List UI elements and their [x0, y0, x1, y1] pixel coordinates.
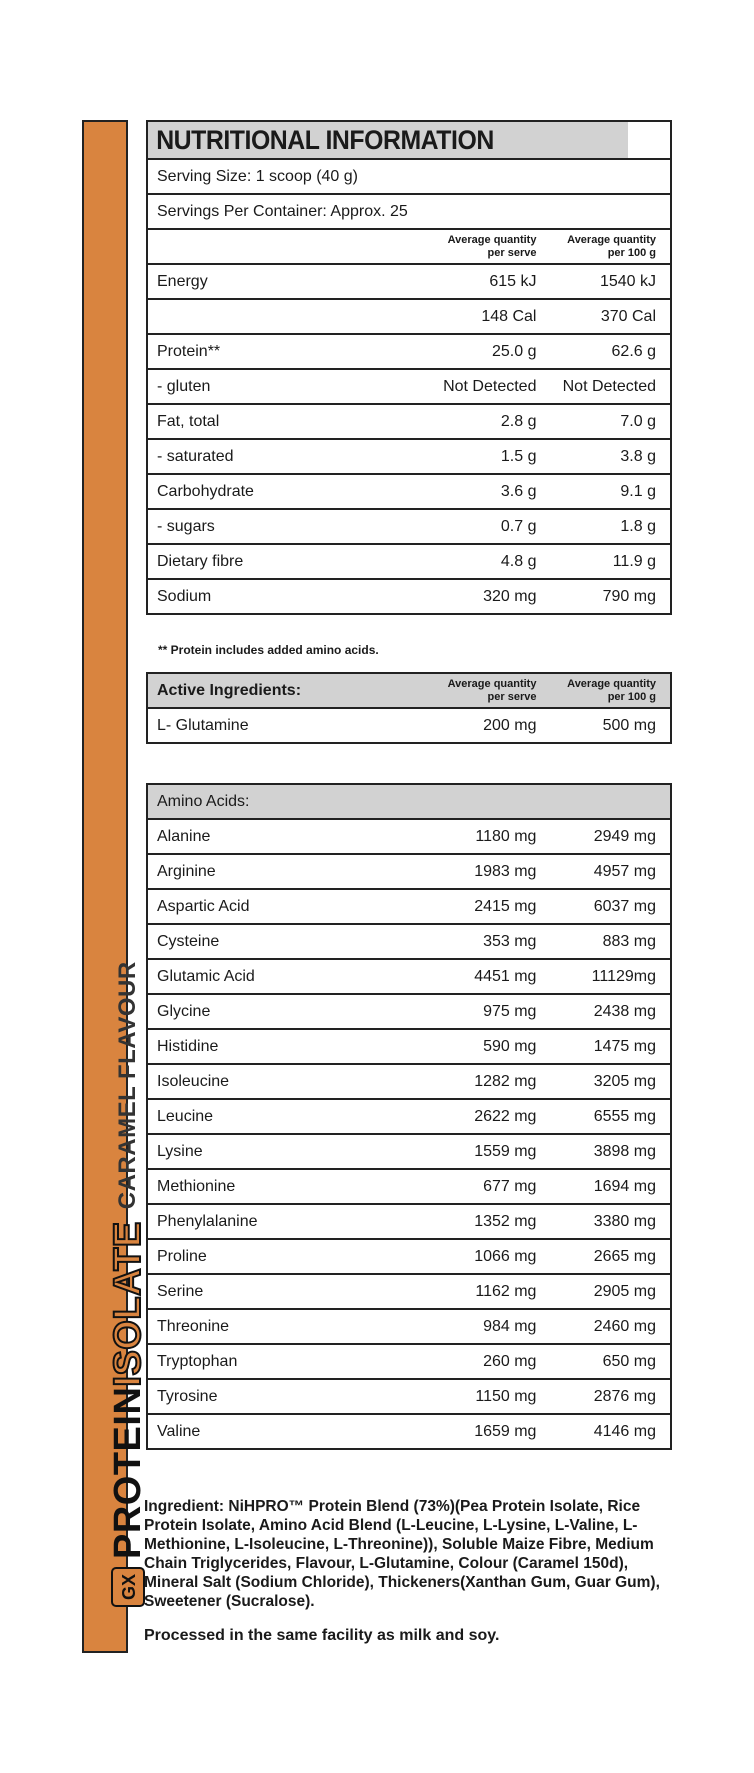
amino-row — [147, 1134, 671, 1169]
row-label: Cysteine — [147, 924, 430, 959]
nutrition-row — [147, 579, 671, 614]
nutrition-row — [147, 404, 671, 439]
amino-row — [147, 854, 671, 889]
nutrition-row — [147, 439, 671, 474]
row-label: Arginine — [147, 854, 430, 889]
row-per-100g: 11.9 g — [550, 544, 671, 579]
amino-title: Amino Acids: — [147, 784, 671, 819]
row-label: - sugars — [147, 509, 430, 544]
row-label: Fat, total — [147, 404, 430, 439]
row-per-100g: 7.0 g — [550, 404, 671, 439]
amino-row — [147, 1274, 671, 1309]
row-per-100g: Not Detected — [550, 369, 671, 404]
row-per-100g: 2905 mg — [550, 1274, 671, 1309]
row-per-100g: 62.6 g — [550, 334, 671, 369]
row-per-serve: 615 kJ — [430, 264, 551, 299]
row-per-100g: 2438 mg — [550, 994, 671, 1029]
row-per-serve: 1.5 g — [430, 439, 551, 474]
row-per-serve: 353 mg — [430, 924, 551, 959]
row-per-100g: 3.8 g — [550, 439, 671, 474]
col-per-100g: Average quantity per 100 g — [550, 229, 671, 264]
row-label: Glycine — [147, 994, 430, 1029]
row-per-serve: 4451 mg — [430, 959, 551, 994]
active-title: Active Ingredients: — [147, 673, 430, 708]
row-per-100g: 4957 mg — [550, 854, 671, 889]
row-label: L- Glutamine — [147, 708, 430, 743]
row-per-100g: 2665 mg — [550, 1239, 671, 1274]
row-per-serve: 320 mg — [430, 579, 551, 614]
nutrition-title: NUTRITIONAL INFORMATION — [147, 121, 629, 159]
row-per-100g: 2949 mg — [550, 819, 671, 854]
brand-isolate: ISOLATE — [106, 1221, 149, 1387]
flavour-label: CARAMEL FLAVOUR — [114, 961, 141, 1210]
nutrition-row — [147, 334, 671, 369]
row-per-100g: 2876 mg — [550, 1379, 671, 1414]
row-label: Protein** — [147, 334, 430, 369]
row-per-serve: 200 mg — [430, 708, 551, 743]
row-per-100g: 9.1 g — [550, 474, 671, 509]
amino-row — [147, 1379, 671, 1414]
row-label: Dietary fibre — [147, 544, 430, 579]
nutrition-row — [147, 299, 671, 334]
row-per-100g: 3380 mg — [550, 1204, 671, 1239]
row-label: Glutamic Acid — [147, 959, 430, 994]
row-per-serve: 1150 mg — [430, 1379, 551, 1414]
active-col-per-100g: Average quantity per 100 g — [550, 673, 671, 708]
row-label: Isoleucine — [147, 1064, 430, 1099]
row-label: Proline — [147, 1239, 430, 1274]
row-label — [147, 299, 430, 334]
row-per-100g: 11129mg — [550, 959, 671, 994]
row-per-serve: Not Detected — [430, 369, 551, 404]
amino-row — [147, 819, 671, 854]
row-per-100g: 1694 mg — [550, 1169, 671, 1204]
row-per-100g: 3898 mg — [550, 1134, 671, 1169]
nutrition-row — [147, 264, 671, 299]
allergen-statement: Processed in the same facility as milk and soy. — [144, 1627, 500, 1644]
row-label: Carbohydrate — [147, 474, 430, 509]
amino-row — [147, 1414, 671, 1449]
row-label: Methionine — [147, 1169, 430, 1204]
amino-row — [147, 1169, 671, 1204]
row-per-100g: 6037 mg — [550, 889, 671, 924]
row-per-serve: 590 mg — [430, 1029, 551, 1064]
row-per-serve: 1659 mg — [430, 1414, 551, 1449]
row-per-100g: 370 Cal — [550, 299, 671, 334]
row-per-100g: 883 mg — [550, 924, 671, 959]
amino-row — [147, 924, 671, 959]
row-label: Alanine — [147, 819, 430, 854]
row-per-100g: 790 mg — [550, 579, 671, 614]
row-per-serve: 3.6 g — [430, 474, 551, 509]
amino-row — [147, 1099, 671, 1134]
row-label: Valine — [147, 1414, 430, 1449]
row-per-serve: 677 mg — [430, 1169, 551, 1204]
row-per-serve: 1180 mg — [430, 819, 551, 854]
row-per-100g: 3205 mg — [550, 1064, 671, 1099]
nutrition-row — [147, 509, 671, 544]
ingredients-text: Ingredient: NiHPRO™ Protein Blend (73%)(Pea Protein Isolate, Rice Protein Isolate, Amino Acid Blend (L-Leucine, L-Lysine, L-Valine, L-Methionine, L-Isoleucine, L-Threonine)), Soluble Maize Fibre, Medium Chain Triglycerides, Flavour, L-Glutamine, Colour (Caramel 150d), Mineral Salt (Sodium Chloride), Thickeners(Xanthan Gum, Guar Gum), Sweetener (Sucralose). — [144, 1498, 660, 1610]
amino-row — [147, 1344, 671, 1379]
row-per-serve: 1559 mg — [430, 1134, 551, 1169]
row-label: Energy — [147, 264, 430, 299]
row-per-serve: 1352 mg — [430, 1204, 551, 1239]
amino-row — [147, 1239, 671, 1274]
row-per-serve: 1983 mg — [430, 854, 551, 889]
row-per-serve: 1066 mg — [430, 1239, 551, 1274]
row-label: Leucine — [147, 1099, 430, 1134]
svg-text:GX: GX — [119, 1573, 139, 1601]
row-per-100g: 2460 mg — [550, 1309, 671, 1344]
row-label: Phenylalanine — [147, 1204, 430, 1239]
amino-row — [147, 1309, 671, 1344]
row-per-serve: 25.0 g — [430, 334, 551, 369]
row-label: Histidine — [147, 1029, 430, 1064]
row-per-100g: 1475 mg — [550, 1029, 671, 1064]
nutrition-row — [147, 544, 671, 579]
row-label: Tyrosine — [147, 1379, 430, 1414]
brand-protein: PROTEIN — [106, 1386, 149, 1559]
amino-row — [147, 889, 671, 924]
row-per-100g: 1.8 g — [550, 509, 671, 544]
amino-row — [147, 959, 671, 994]
row-per-serve: 2415 mg — [430, 889, 551, 924]
row-label: - gluten — [147, 369, 430, 404]
row-label: Sodium — [147, 579, 430, 614]
header-spacer — [147, 229, 430, 264]
nutrition-row — [147, 474, 671, 509]
row-per-serve: 2.8 g — [430, 404, 551, 439]
row-per-100g: 1540 kJ — [550, 264, 671, 299]
row-per-100g: 4146 mg — [550, 1414, 671, 1449]
row-per-100g: 6555 mg — [550, 1099, 671, 1134]
row-label: Aspartic Acid — [147, 889, 430, 924]
protein-footnote: ** Protein includes added amino acids. — [158, 643, 379, 657]
gx-logo-icon — [111, 1567, 145, 1607]
active-row — [147, 708, 671, 743]
row-per-serve: 1162 mg — [430, 1274, 551, 1309]
amino-row — [147, 1029, 671, 1064]
row-label: Lysine — [147, 1134, 430, 1169]
row-per-serve: 975 mg — [430, 994, 551, 1029]
serving-size: Serving Size: 1 scoop (40 g) — [147, 159, 671, 194]
amino-row — [147, 994, 671, 1029]
active-ingredients-panel — [146, 672, 672, 744]
servings-per-container: Servings Per Container: Approx. 25 — [147, 194, 671, 229]
row-per-100g: 650 mg — [550, 1344, 671, 1379]
row-per-serve: 984 mg — [430, 1309, 551, 1344]
nutrition-panel — [146, 120, 672, 615]
row-per-serve: 1282 mg — [430, 1064, 551, 1099]
amino-row — [147, 1204, 671, 1239]
active-col-per-serve: Average quantity per serve — [430, 673, 551, 708]
row-label: Threonine — [147, 1309, 430, 1344]
amino-row — [147, 1064, 671, 1099]
row-per-serve: 148 Cal — [430, 299, 551, 334]
row-label: Serine — [147, 1274, 430, 1309]
nutrition-row — [147, 369, 671, 404]
row-per-serve: 0.7 g — [430, 509, 551, 544]
row-label: - saturated — [147, 439, 430, 474]
row-per-serve: 260 mg — [430, 1344, 551, 1379]
amino-acids-panel — [146, 783, 672, 1450]
row-per-100g: 500 mg — [550, 708, 671, 743]
row-label: Tryptophan — [147, 1344, 430, 1379]
row-per-serve: 2622 mg — [430, 1099, 551, 1134]
row-per-serve: 4.8 g — [430, 544, 551, 579]
col-per-serve: Average quantity per serve — [430, 229, 551, 264]
